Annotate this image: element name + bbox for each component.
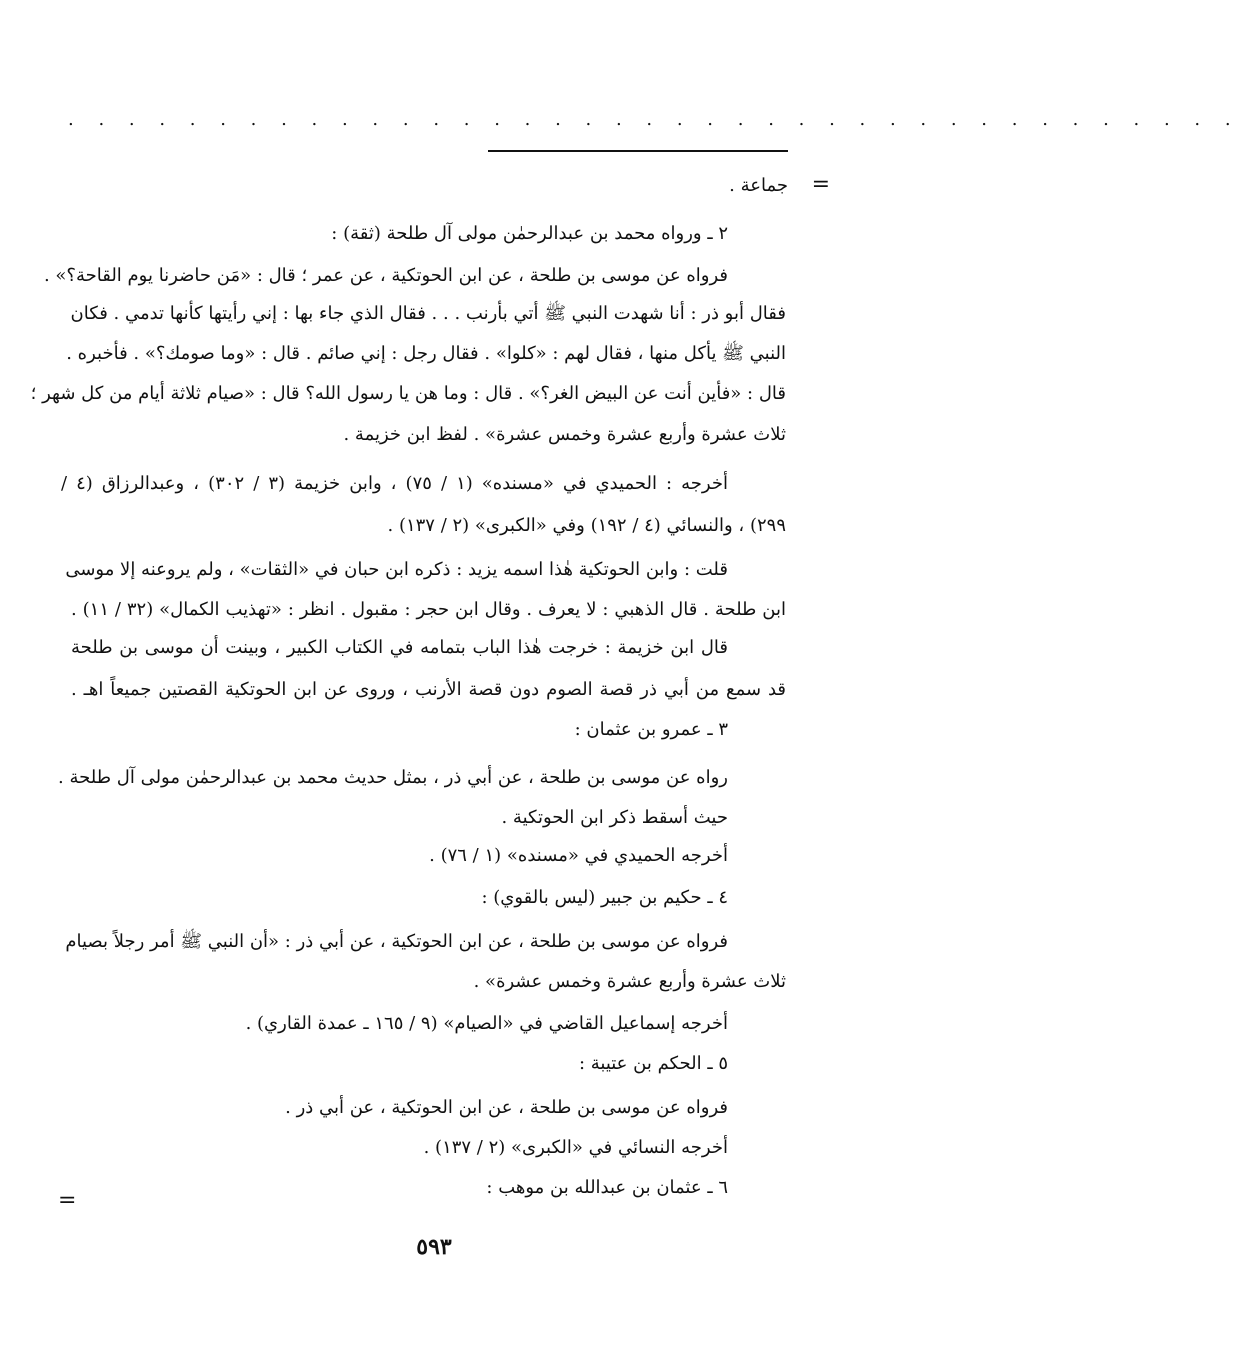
- text-line-3: فرواه عن موسى بن طلحة ، عن ابن الحوتكية ، عن عمر ؛ قال : «مَن حاضرنا يوم القاحة؟» .: [43, 265, 728, 286]
- continuation-mark-bottom: =: [58, 1188, 77, 1213]
- text-line-16: حيث أسقط ذكر ابن الحوتكية .: [501, 807, 728, 828]
- text-line-2: ٢ ـ ورواه محمد بن عبدالرحمٰن مولى آل طلحة (ثقة) :: [331, 223, 728, 244]
- text-line-11: ابن طلحة . قال الذهبي : لا يعرف . وقال ابن حجر : مقبول . انظر : «تهذيب الكمال» (٣٢ / ١١) .: [71, 599, 786, 620]
- text-line-12: قال ابن خزيمة : خرجت هٰذا الباب بتمامه في الكتاب الكبير ، وبينت أن موسى بن طلحة: [71, 637, 728, 658]
- text-line-20: ثلاث عشرة وأربع عشرة وخمس عشرة» .: [473, 971, 786, 992]
- text-line-10: قلت : وابن الحوتكية هٰذا اسمه يزيد : ذكره ابن حبان في «الثقات» ، ولم يروعنه إلا موسى: [65, 559, 728, 580]
- footnote-rule: [488, 150, 788, 152]
- text-line-25: ٦ ـ عثمان بن عبدالله بن موهب :: [486, 1177, 728, 1198]
- text-line-6: قال : «فأين أنت عن البيض الغر؟» . قال : وما هن يا رسول الله؟ قال : «صيام ثلاثة أيام من كل شهر ؛: [30, 383, 786, 404]
- text-line-19: فرواه عن موسى بن طلحة ، عن ابن الحوتكية ، عن أبي ذر : «أن النبي ﷺ أمر رجلاً بصيام: [65, 931, 728, 952]
- text-line-23: فرواه عن موسى بن طلحة ، عن ابن الحوتكية ، عن أبي ذر .: [285, 1097, 728, 1118]
- text-line-15: رواه عن موسى بن طلحة ، عن أبي ذر ، بمثل حديث محمد بن عبدالرحمٰن مولى آل طلحة .: [58, 767, 728, 788]
- text-line-7: ثلاث عشرة وأربع عشرة وخمس عشرة» . لفظ ابن خزيمة .: [343, 424, 786, 445]
- text-line-21: أخرجه إسماعيل القاضي في «الصيام» (٩ / ١٦٥ ـ عمدة القاري) .: [245, 1013, 728, 1034]
- text-line-1: جماعة .: [729, 175, 788, 196]
- continuation-mark-top: =: [811, 172, 830, 197]
- page-number: ٥٩٣: [416, 1234, 452, 1260]
- text-line-14: ٣ ـ عمرو بن عثمان :: [574, 719, 728, 740]
- text-line-13: قد سمع من أبي ذر قصة الصوم دون قصة الأرنب ، وروى عن ابن الحوتكية القصتين جميعاً اهـ .: [71, 679, 786, 700]
- text-line-5: النبي ﷺ يأكل منها ، فقال لهم : «كلوا» . فقال رجل : إني صائم . قال : «وما صومك؟» . فأخبره .: [66, 343, 786, 364]
- text-line-8: أخرجه : الحميدي في «مسنده» (١ / ٧٥) ، وابن خزيمة (٣ / ٣٠٢) ، وعبدالرزاق (٤ /: [61, 473, 728, 494]
- text-line-22: ٥ ـ الحكم بن عتيبة :: [578, 1053, 728, 1074]
- dotted-separator: . . . . . . . . . . . . . . . . . . . . . . . . . . . . . . . . . . . . . . .: [68, 109, 1240, 130]
- text-line-24: أخرجه النسائي في «الكبرى» (٢ / ١٣٧) .: [423, 1137, 728, 1158]
- text-line-18: ٤ ـ حكيم بن جبير (ليس بالقوي) :: [481, 887, 728, 908]
- text-line-9: ٢٩٩) ، والنسائي (٤ / ١٩٢) وفي «الكبرى» (٢ / ١٣٧) .: [387, 515, 786, 536]
- text-line-17: أخرجه الحميدي في «مسنده» (١ / ٧٦) .: [429, 845, 728, 866]
- text-line-4: فقال أبو ذر : أنا شهدت النبي ﷺ أتي بأرنب . . . فقال الذي جاء بها : إني رأيتها كأنها تدمي . فكان: [70, 303, 786, 324]
